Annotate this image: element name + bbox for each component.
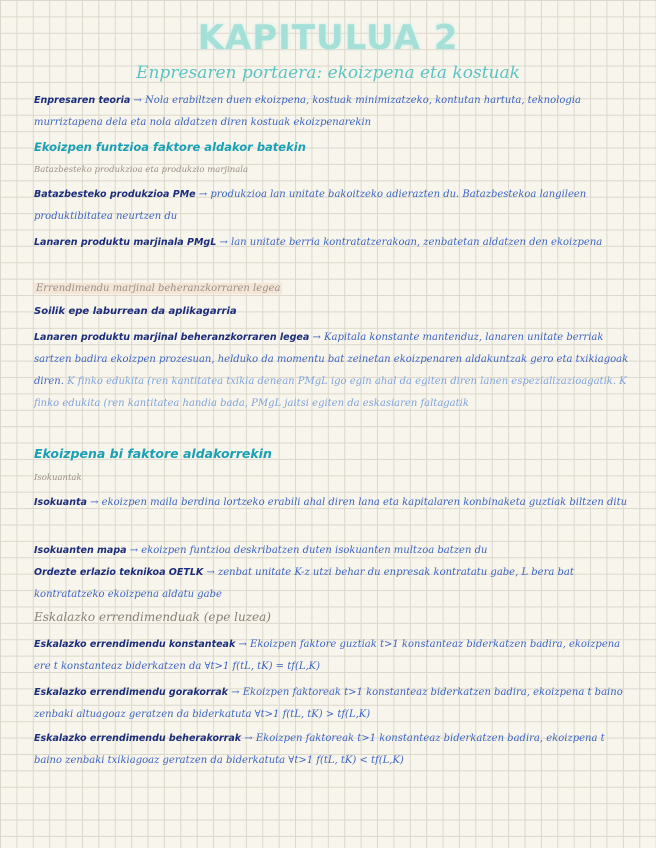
definition-term: Eskalazko errendimendu konstanteak (34, 639, 236, 650)
highlighted-subheading: Errendimendu marjinal beheranzkorraren legea (36, 283, 281, 294)
definition-text: → zenbat unitate K-z utzi behar du enpresak kontratatu gabe, L bera bat kontratatzeko ekoizpena aldatu gabe (34, 567, 574, 600)
definition-term: Ordezte erlazio teknikoa OETLK (34, 567, 204, 578)
definition-text: → Ekoizpen faktore guztiak t>1 konstanteaz biderkatzen badira, ekoizpena ere t konstanteaz biderkatzen da ∀t>1 f(tL, tK) = tf(L,K) (34, 639, 621, 672)
definition-item (34, 184, 634, 228)
definition-term: Eskalazko errendimendu gorakorrak (34, 687, 228, 698)
definition-item (34, 682, 634, 726)
section1-heading: Ekoizpen funtzioa faktore aldakor batekin (34, 140, 306, 154)
page-subtitle: Enpresaren portaera: ekoizpena eta kostuak (136, 63, 520, 83)
law-term: Lanaren produktu marjinal beheranzkorraren legea (34, 332, 310, 343)
law-definition: → Kapitala konstante mantenduz, lanaren unitate berriak sartzen badira ekoizpen prozesuan, helduko da momentu bat zeinetan ekoizpenaren aldakuntzak gero eta txikiagoak diren. (34, 332, 629, 387)
definition-item (34, 492, 634, 514)
intro-term: Enpresaren teoria (34, 95, 131, 106)
intro-definition: → Nola erabiltzen duen ekoizpena, kostuak minimizatzeko, kontutan hartuta, teknologia murriztapena dela eta nola aldatzen diren kostuak ekoizpenarekin (34, 95, 581, 128)
definition-term: Eskalazko errendimendu beherakorrak (34, 733, 242, 744)
section2-heading: Ekoizpena bi faktore aldakorrekin (34, 446, 272, 461)
intro-paragraph (34, 90, 634, 134)
definition-item (34, 540, 634, 562)
definition-term: Isokuanten mapa (34, 545, 127, 556)
section2-sublabel: Isokuantak (34, 473, 82, 483)
section1-sublabel: Batazbesteko produkzioa eta produkzio marjinala (34, 165, 249, 175)
definition-text: → ekoizpen maila berdina lortzeko erabili ahal diren lana eta kapitalaren konbinaketa guztiak biltzen ditu (90, 497, 628, 508)
definition-item (34, 634, 634, 678)
definition-text: → produkzioa lan unitate bakoitzeko adierazten du. Batazbestekoa langileen produktibitatea neurtzen du (34, 189, 587, 222)
definition-item (34, 562, 634, 606)
page-title: KAPITULUA 2 (197, 18, 459, 58)
definition-term: Batazbesteko produkzioa PMe (34, 189, 196, 200)
note-heading: Soilik epe laburrean da aplikagarria (34, 306, 237, 317)
law-extra: K finko edukita (ren kantitatea txikia denean PMgL igo egin ahal da egiten diren lanen espezializazioagatik. K finko edukita (ren kantitatea handia bada, PMgL jaitsi egiten da eskasiaren faltagatik (34, 376, 627, 409)
definition-item (34, 728, 634, 772)
definition-text: → Ekoizpen faktoreak t>1 konstanteaz biderkatzen badira, ekoizpena t baino zenbaki altuagoaz geratzen da biderkatuta ∀t>1 f(tL, tK) > tf(L,K) (34, 687, 623, 720)
definition-text: → ekoizpen funtzioa deskribatzen duten isokuanten multzoa batzen du (129, 545, 488, 556)
law-paragraph (34, 327, 634, 415)
scale-heading: Eskalazko errendimenduak (epe luzea) (34, 610, 271, 624)
definition-text: → lan unitate berria kontratatzerakoan, zenbatetan aldatzen den ekoizpena (219, 237, 603, 248)
definition-text: → Ekoizpen faktoreak t>1 konstanteaz biderkatzen badira, ekoizpena t baino zenbaki txikiagoaz geratzen da biderkatuta ∀t>1 f(tL, tK) < tf(L,K) (34, 733, 605, 766)
definition-term: Lanaren produktu marjinala PMgL (34, 237, 217, 248)
definition-term: Isokuanta (34, 497, 87, 508)
definition-item (34, 232, 634, 254)
